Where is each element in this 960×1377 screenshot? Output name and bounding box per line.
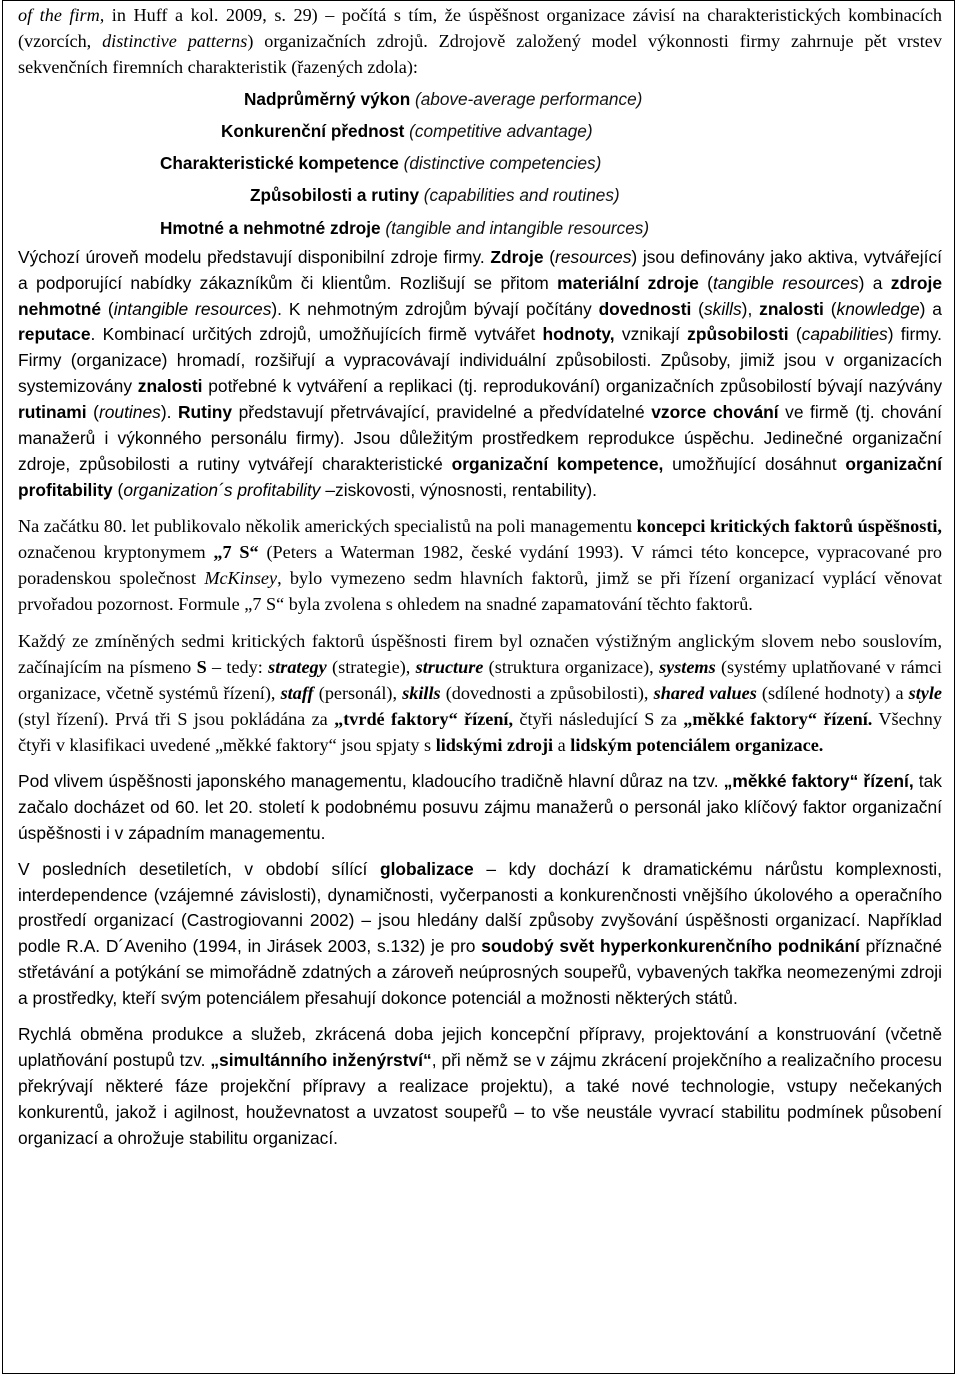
emphasis-text: distinctive patterns xyxy=(102,30,248,51)
emphasis-text: „7 S“ xyxy=(213,541,259,562)
layer-english: (capabilities and routines) xyxy=(423,185,620,206)
emphasis-text: Zdroje xyxy=(490,246,544,267)
emphasis-text: organizační kompetence, xyxy=(451,453,664,474)
emphasis-text: hodnoty, xyxy=(542,324,615,345)
text-run: ) a xyxy=(858,272,891,293)
emphasis-text: vzorce chování xyxy=(651,402,779,423)
text-run: příznačné střetávání a potýkání se mimořádně zdatných a zároveň neúprosných soupeřů, vybavených takřka neomezenými zdroji a prostředky, kteří svým potenciálem přesahují dokonce potenciál a možnosti některých států. xyxy=(18,936,942,1009)
emphasis-text: materiální zdroje xyxy=(557,272,699,293)
text-run: , při němž se v zájmu zkrácení projekčního a realizačního procesu překrývají některé fáze projekční přípravy a realizace projektu), a také nové technologie, vstupy nečekaných konkurentů, jakož i agilnost, houževnatost a uvzatost soupeřů – to vše neustále vyvrací stabilitu podmínek působení organizací a ohrožuje stabilitu organizací. xyxy=(18,1050,942,1148)
layer-title: Charakteristické kompetence xyxy=(160,153,399,174)
text-run: ). K nehmotným zdrojům bývají počítány xyxy=(271,298,599,319)
text-run: in Huff a kol. 2009, s. 29) – počítá s tím, že úspěšnost organizace závisí na charakteristických kombinacích (vzorcích, xyxy=(18,5,943,51)
text-run: označenou kryptonymem xyxy=(18,541,214,562)
emphasis-text: reputace xyxy=(18,324,91,345)
text-run: (dovednosti a způsobilosti), xyxy=(440,683,654,704)
emphasis-text: „měkké faktory“ řízení. xyxy=(683,709,873,730)
text-run: ( xyxy=(101,298,114,319)
layer-tangible-intangible-resources xyxy=(18,212,942,244)
emphasis-text: organization´s profitability xyxy=(123,479,321,500)
emphasis-text: skills xyxy=(402,683,441,704)
emphasis-text: knowledge xyxy=(836,298,920,319)
document-page xyxy=(2,0,955,1374)
text-run: vznikají xyxy=(614,324,688,345)
text-run: ( xyxy=(86,402,99,423)
text-run: Na začátku 80. let publikovalo několik amerických specialistů na poli managementu xyxy=(18,515,637,536)
layer-capabilities-routines xyxy=(18,179,942,211)
layer-title: Hmotné a nehmotné zdroje xyxy=(160,217,381,238)
paragraph-resources xyxy=(18,245,942,504)
paragraph-7s-factors xyxy=(18,629,942,759)
emphasis-text: routines xyxy=(98,402,161,423)
text-run: tak začalo docházet od 60. let 20. století k podobnému posuvu zájmu manažerů o personál jako klíčový faktor organizační úspěšnosti i v západním managementu. xyxy=(18,770,943,843)
emphasis-text: systems xyxy=(659,657,716,678)
text-run: – tedy: xyxy=(206,657,269,678)
text-run: ) firmy. Firmy (organizace) hromadí, rozšiřují a vypracovávají individuální způsobilosti. Způsoby, jimiž jsou v organizacích systemizovány xyxy=(18,324,942,397)
paragraph-7s-concept xyxy=(18,514,942,618)
text-run: Výchozí úroveň modelu představují disponibilní zdroje firmy. xyxy=(18,246,491,267)
emphasis-text: S xyxy=(196,657,207,678)
text-run: Rychlá obměna produkce a služeb, zkrácená doba jejich koncepční přípravy, projektování a konstruování (včetně uplatňování postupů tzv. xyxy=(18,1024,942,1071)
emphasis-text: style xyxy=(908,683,942,704)
layer-distinctive-competencies xyxy=(18,147,942,179)
text-run: ( xyxy=(698,272,713,293)
text-run: ). xyxy=(160,402,178,423)
emphasis-text: „simultánního inženýrství“ xyxy=(210,1050,432,1071)
emphasis-text: lidskými zdroji xyxy=(435,735,554,756)
emphasis-text: skills xyxy=(703,298,742,319)
emphasis-text: lidským potenciálem organizace. xyxy=(570,735,824,756)
text-run: , bylo vymezeno sedm hlavních faktorů, jimž se při řízení organizací vyplácí věnovat prvořadou pozornost. Formule „7 S“ byla zvolena s ohledem na snadné zapamatování těchto faktorů. xyxy=(18,567,943,614)
paragraph-production-change xyxy=(18,1022,942,1152)
emphasis-text: capabilities xyxy=(801,324,888,345)
text-run: umožňující dosáhnut xyxy=(663,453,846,474)
emphasis-text: „tvrdé faktory“ řízení, xyxy=(334,709,514,730)
layer-english: (competitive advantage) xyxy=(409,120,593,141)
emphasis-text: zdroje nehmotné xyxy=(18,272,942,319)
text-run: (styl řízení). Prvá tři S jsou pokládána za xyxy=(18,709,335,730)
emphasis-text: organizační profitability xyxy=(18,453,942,500)
text-run: ( xyxy=(691,298,704,319)
text-run: ) jsou definovány jako aktiva, vytvářející a podporující nabídky zákazníkům či klientům. Rozlišují se přitom xyxy=(18,246,942,293)
text-run: (personál), xyxy=(313,683,403,704)
emphasis-text: strategy xyxy=(268,657,327,678)
emphasis-text: Rutiny xyxy=(177,402,233,423)
emphasis-text: koncepci kritických faktorů úspěšnosti, xyxy=(636,515,942,536)
emphasis-text: soudobý svět hyperkonkurenčního podnikání xyxy=(481,936,860,957)
emphasis-text: of the firm, xyxy=(18,5,105,25)
emphasis-text: structure xyxy=(415,657,484,678)
emphasis-text: globalizace xyxy=(379,858,474,879)
paragraph-intro xyxy=(18,3,942,81)
paragraph-globalization xyxy=(18,857,942,1012)
layer-english: (distinctive competencies) xyxy=(403,153,602,174)
text-run: ve firmě (tj. chování manažerů i výkonného personálu firmy). Jsou důležitým prostředkem reprodukce úspěchu. Jedinečné organizační zdroje, způsobilosti a rutiny vytvářejí charakteristické xyxy=(18,402,942,474)
text-run: čtyři následující S za xyxy=(513,709,684,730)
layer-english: (tangible and intangible resources) xyxy=(385,217,650,238)
text-run: ), xyxy=(741,298,760,319)
text-run: ( xyxy=(112,479,124,500)
text-run: ( xyxy=(823,298,837,319)
text-run: –ziskovosti, výnosnosti, rentability). xyxy=(320,479,597,500)
text-run: (sdílené hodnoty) a xyxy=(756,683,909,704)
text-run: ) organizačních zdrojů. Zdrojově založený model výkonnosti firmy zahrnuje pět vrstev sekvenčních firemních charakteristik (řazených zdola): xyxy=(18,30,942,77)
text-run: potřebné k vytváření a replikaci (tj. reprodukování) organizačních způsobilostí bývají nazývány xyxy=(202,376,943,397)
layer-title: Nadprůměrný výkon xyxy=(244,88,411,109)
paragraph-japanese-management xyxy=(18,769,942,847)
model-layers-list xyxy=(18,83,942,244)
layer-english: (above-average performance) xyxy=(414,88,643,109)
emphasis-text: intangible resources xyxy=(113,298,272,319)
layer-above-average-performance xyxy=(18,83,942,115)
text-run: a xyxy=(553,735,571,756)
layer-title: Konkurenční přednost xyxy=(221,120,405,141)
text-run: – kdy dochází k dramatickému nárůstu komplexnosti, interdependence (vzájemné závislosti), dynamičnosti, vyčerpanosti a konkurenčnosti vnějšího úkolového a operačního prostředí organizací (Castrogiovanni 2002) – jsou hledány další způsoby zvyšování úspěšnosti organizací. Například podle R.A. D´Aveniho (1994, in Jirásek 2003, s.132) je pro xyxy=(18,858,942,957)
text-run: (struktura organizace), xyxy=(483,657,660,678)
text-run: . Kombinací určitých zdrojů, umožňujících firmě vytvářet xyxy=(90,324,543,345)
emphasis-text: znalosti xyxy=(759,298,824,319)
emphasis-text: způsobilosti xyxy=(687,324,789,345)
text-run: ( xyxy=(788,324,802,345)
text-run: ( xyxy=(543,246,556,267)
layer-title: Způsobilosti a rutiny xyxy=(250,185,420,206)
text-run: (strategie), xyxy=(326,657,416,678)
emphasis-text: dovednosti xyxy=(598,298,692,319)
emphasis-text: znalosti xyxy=(137,376,203,397)
emphasis-text: shared values xyxy=(653,683,757,704)
text-run: (Peters a Waterman 1982, české vydání 1993). V rámci této koncepce, vypracované pro poradenskou společnost xyxy=(18,541,942,588)
emphasis-text: rutinami xyxy=(18,402,87,423)
text-run: Pod vlivem úspěšnosti japonského managementu, kladoucího tradičně hlavní důraz na tzv. xyxy=(18,770,724,791)
text-run: ) a xyxy=(919,298,942,319)
text-run: představují přetrvávající, pravidelné a předvídatelné xyxy=(232,402,652,423)
layer-competitive-advantage xyxy=(18,115,942,147)
emphasis-text: „měkké faktory“ řízení, xyxy=(723,770,914,791)
text-run: V posledních desetiletích, v období sílící xyxy=(18,858,380,879)
emphasis-text: tangible resources xyxy=(712,272,859,293)
text-run: (systémy uplatňované v rámci organizace, včetně systémů řízení), xyxy=(18,657,942,704)
text-run: Všechny čtyři v klasifikaci uvedené „měkké faktory“ jsou spjaty s xyxy=(18,709,942,756)
emphasis-text: McKinsey xyxy=(204,567,278,588)
emphasis-text: resources xyxy=(555,246,632,267)
text-run: Každý ze zmíněných sedmi kritických faktorů úspěšnosti firem byl označen výstižným anglickým slovem nebo souslovím, začínajícím na písmeno xyxy=(18,631,942,678)
emphasis-text: staff xyxy=(280,683,314,704)
